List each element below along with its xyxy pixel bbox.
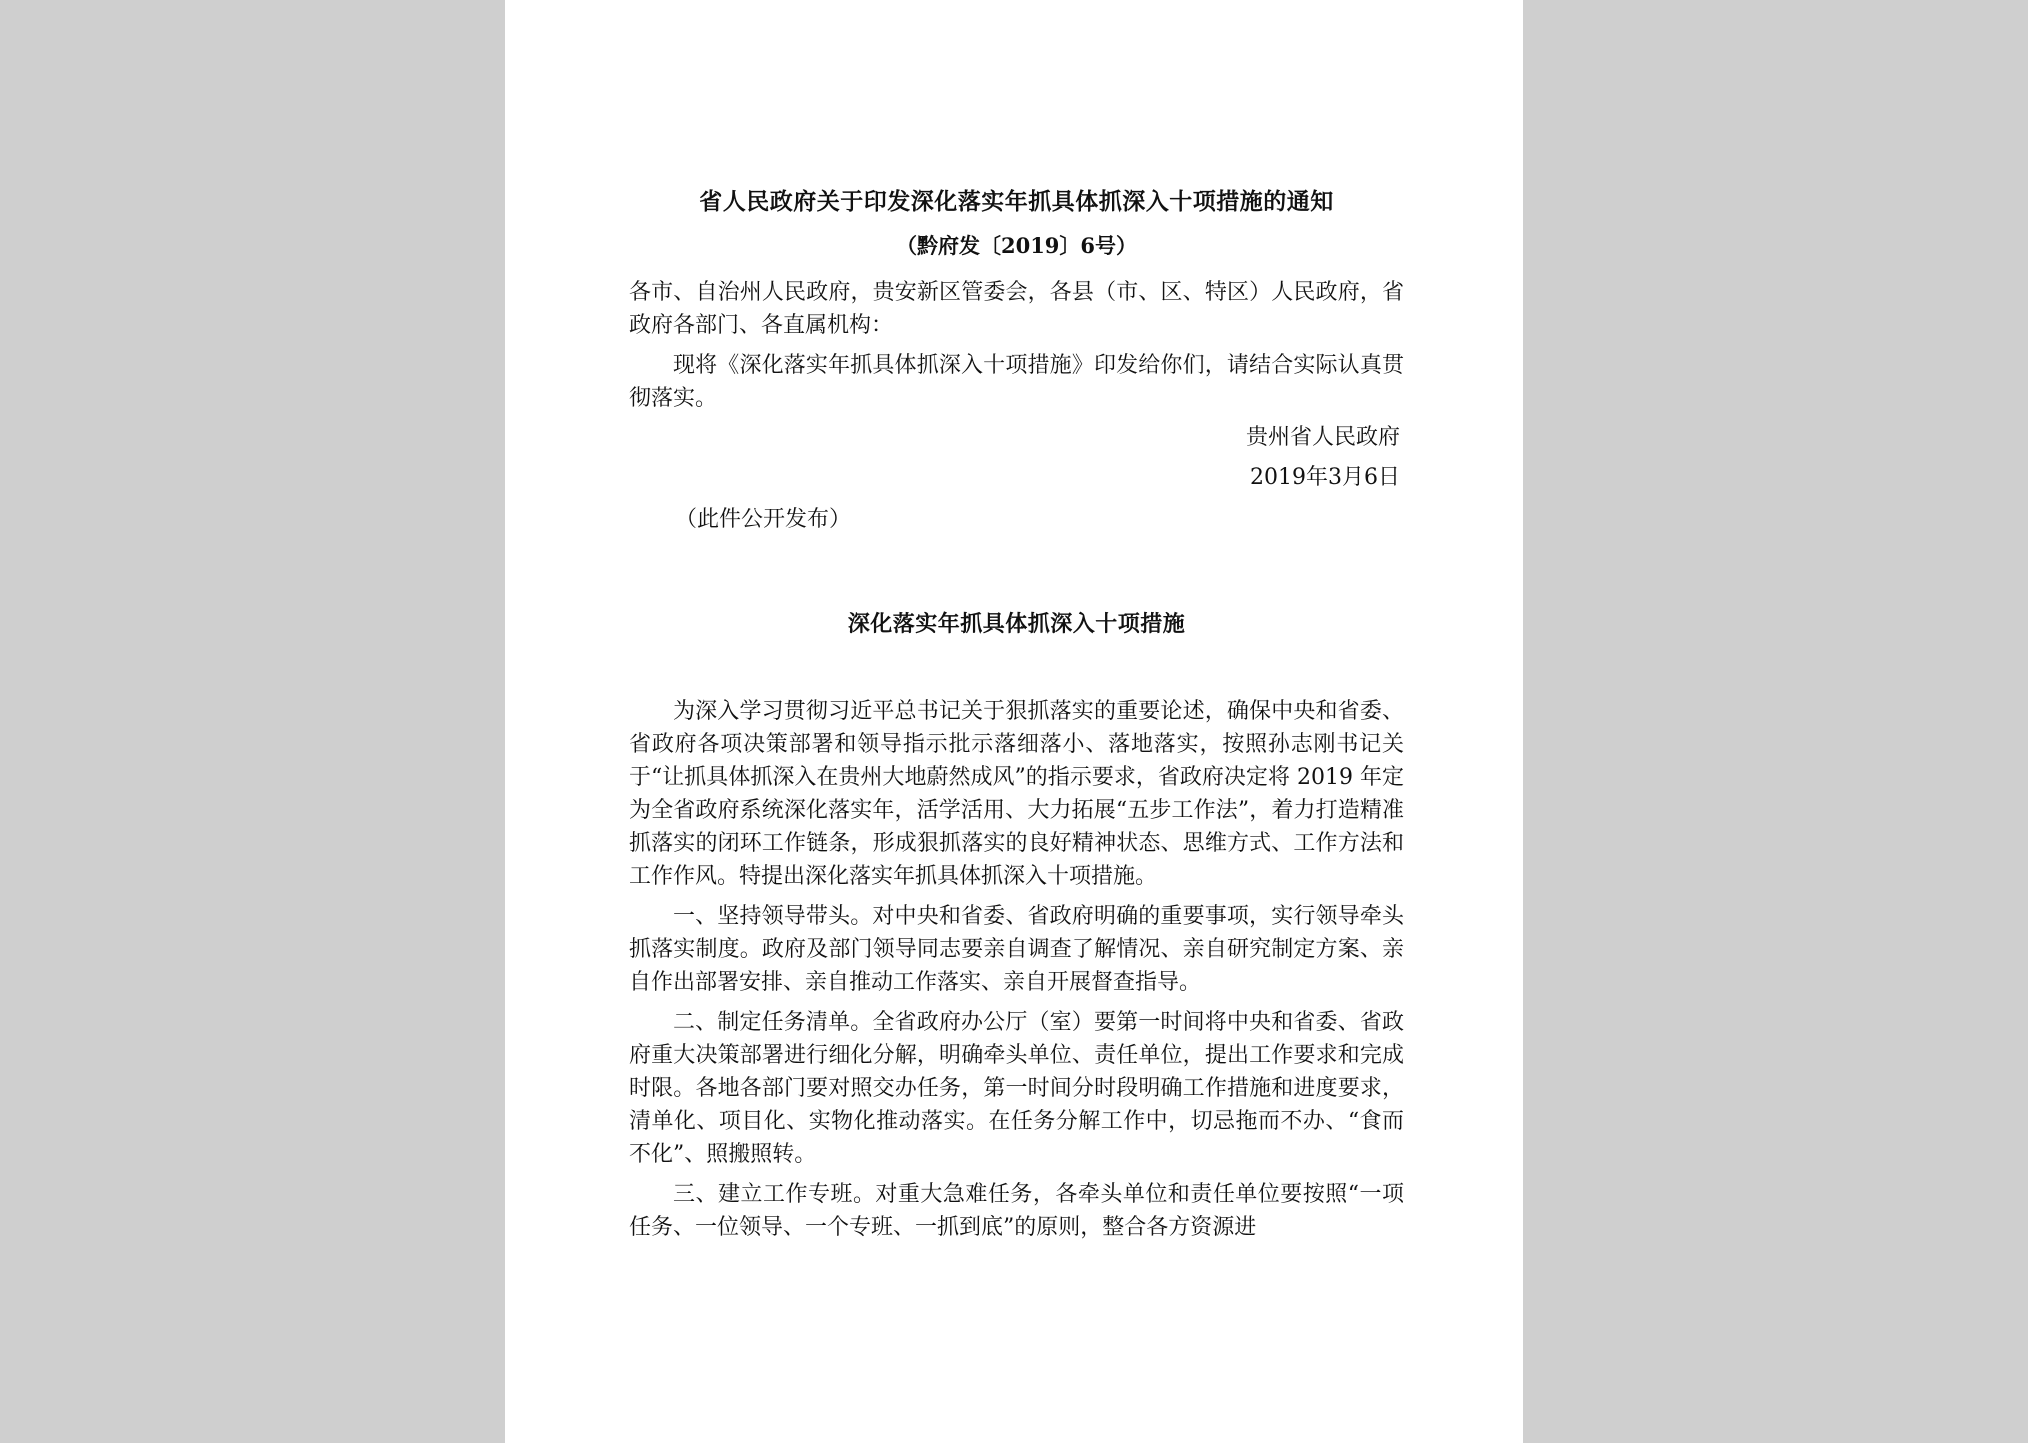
document-title: 省人民政府关于印发深化落实年抓具体抓深入十项措施的通知 <box>699 188 1334 215</box>
body-paragraph: 二、制定任务清单。全省政府办公厅（室）要第一时间将中央和省委、省政府重大决策部署进行细化分解，明确牵头单位、责任单位，提出工作要求和完成时限。各地各部门要对照交办任务，第一时间分时段明确工作措施和进度要求，清单化、项目化、实物化推动落实。在任务分解工作中，切忌拖而不办、“食而不化”、照搬照转。 <box>629 1010 1404 1167</box>
attachment-title: 深化落实年抓具体抓深入十项措施 <box>847 611 1186 637</box>
body-paragraph: 为深入学习贯彻习近平总书记关于狠抓落实的重要论述，确保中央和省委、省政府各项决策部署和领导指示批示落细落小、落地落实，按照孙志刚书记关于“让抓具体抓深入在贵州大地蔚然成风”的指示要求，省政府决定将 2019 年定为全省政府系统深化落实年，活学活用、大力拓展“五步工作法”，着力打造精准抓落实的闭环工作链条，形成狠抓落实的良好精神状态、思维方式、工作方法和工作作风。特提出深化落实年抓具体抓深入十项措施。 <box>629 699 1404 889</box>
addressee: 各市、自治州人民政府，贵安新区管委会，各县（市、区、特区）人民政府，省政府各部门、各直属机构： <box>629 280 1404 338</box>
document-number: （黔府发〔2019〕6号） <box>895 233 1138 258</box>
issuer-signature: 贵州省人民政府 <box>1245 425 1400 450</box>
document-page <box>505 0 1523 1443</box>
publication-note: （此件公开发布） <box>675 507 852 532</box>
notice-paragraph: 现将《深化落实年抓具体抓深入十项措施》印发给你们，请结合实际认真贯彻落实。 <box>629 353 1404 411</box>
body-paragraph: 一、坚持领导带头。对中央和省委、省政府明确的重要事项，实行领导牵头抓落实制度。政府及部门领导同志要亲自调查了解情况、亲自研究制定方案、亲自作出部署安排、亲自推动工作落实、亲自开展督查指导。 <box>629 904 1404 995</box>
document-content <box>629 180 1404 1244</box>
issue-date: 2019年3月6日 <box>1250 465 1400 490</box>
body-paragraph: 三、建立工作专班。对重大急难任务，各牵头单位和责任单位要按照“一项任务、一位领导、一个专班、一抓到底”的原则，整合各方资源进 <box>629 1182 1404 1240</box>
